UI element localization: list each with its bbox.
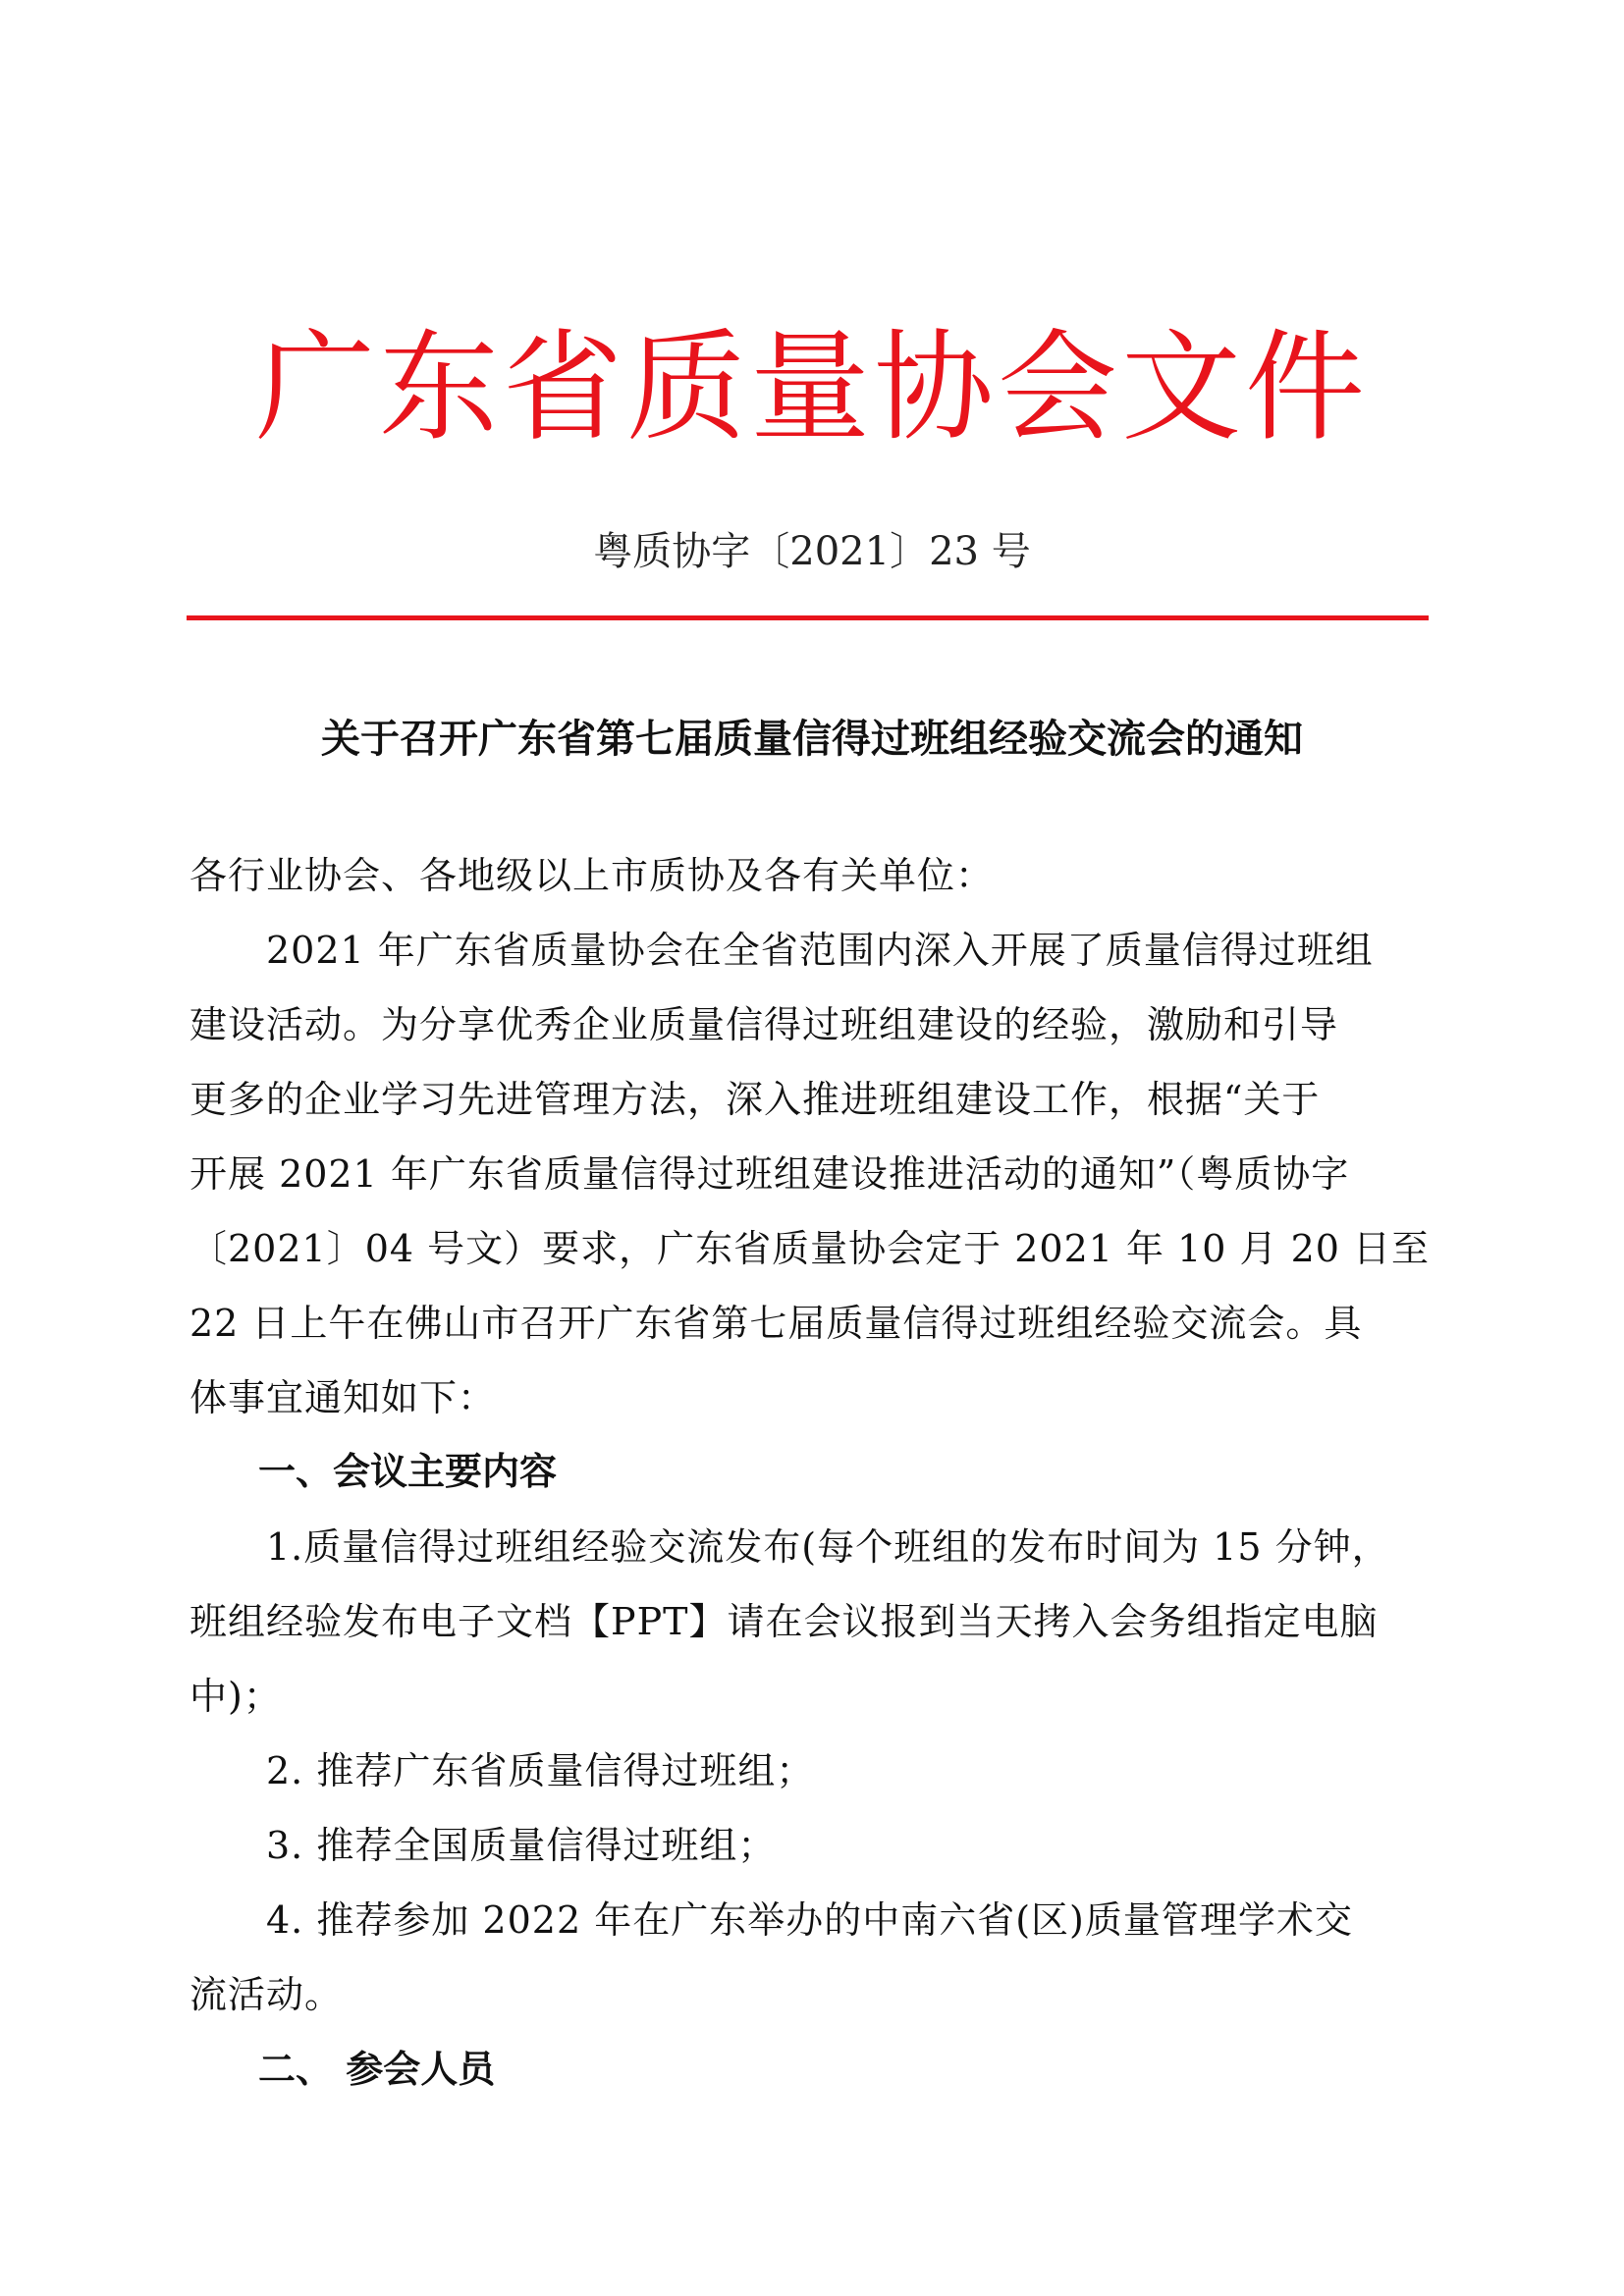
list-item bbox=[189, 1883, 1434, 2032]
document-number: 粤质协字〔2021〕23 号 bbox=[593, 529, 1031, 574]
paragraph-line: 建设活动。为分享优秀企业质量信得过班组建设的经验，激励和引导 bbox=[189, 1003, 1339, 1046]
list-item bbox=[189, 1734, 1434, 1808]
list-item-line: 中)； bbox=[189, 1675, 282, 1718]
section-heading-attendees: 二、 参会人员 bbox=[258, 2048, 496, 2091]
paragraph-line: 体事宜通知如下： bbox=[189, 1376, 497, 1419]
list-item-line: 班组经验发布电子文档【PPT】请在会议报到当天拷入会务组指定电脑 bbox=[189, 1600, 1379, 1643]
salutation: 各行业协会、各地级以上市质协及各有关单位： bbox=[189, 854, 995, 897]
section-heading-meeting-content: 一、会议主要内容 bbox=[258, 1450, 558, 1493]
paragraph-line: 开展 2021 年广东省质量信得过班组建设推进活动的通知”（粤质协字 bbox=[189, 1152, 1350, 1196]
paragraph-line: 2021 年广东省质量协会在全省范围内深入开展了质量信得过班组 bbox=[266, 929, 1374, 972]
list-item-line: 4. 推荐参加 2022 年在广东举办的中南六省(区)质量管理学术交 bbox=[266, 1898, 1353, 1942]
paragraph-line: 更多的企业学习先进管理方法，深入推进班组建设工作，根据“关于 bbox=[189, 1078, 1321, 1121]
paragraph-line: 〔2021〕04 号文）要求，广东省质量协会定于 2021 年 10 月 20 日至 bbox=[189, 1227, 1431, 1270]
notice-title: 关于召开广东省第七届质量信得过班组经验交流会的通知 bbox=[321, 717, 1303, 762]
list-item-line: 流活动。 bbox=[189, 1973, 344, 2016]
list-item bbox=[189, 1808, 1434, 1883]
document-masthead: 广东省质量协会文件 bbox=[255, 318, 1369, 457]
list-item-line: 3. 推荐全国质量信得过班组； bbox=[266, 1824, 777, 1867]
list-item-line: 2. 推荐广东省质量信得过班组； bbox=[266, 1749, 815, 1792]
paragraph-intro bbox=[189, 913, 1434, 1435]
red-divider-line bbox=[187, 615, 1429, 620]
list-item bbox=[189, 1510, 1434, 1734]
list-item-line: 1.质量信得过班组经验交流发布(每个班组的发布时间为 15 分钟， bbox=[266, 1525, 1390, 1569]
paragraph-line: 22 日上午在佛山市召开广东省第七届质量信得过班组经验交流会。具 bbox=[189, 1302, 1363, 1345]
